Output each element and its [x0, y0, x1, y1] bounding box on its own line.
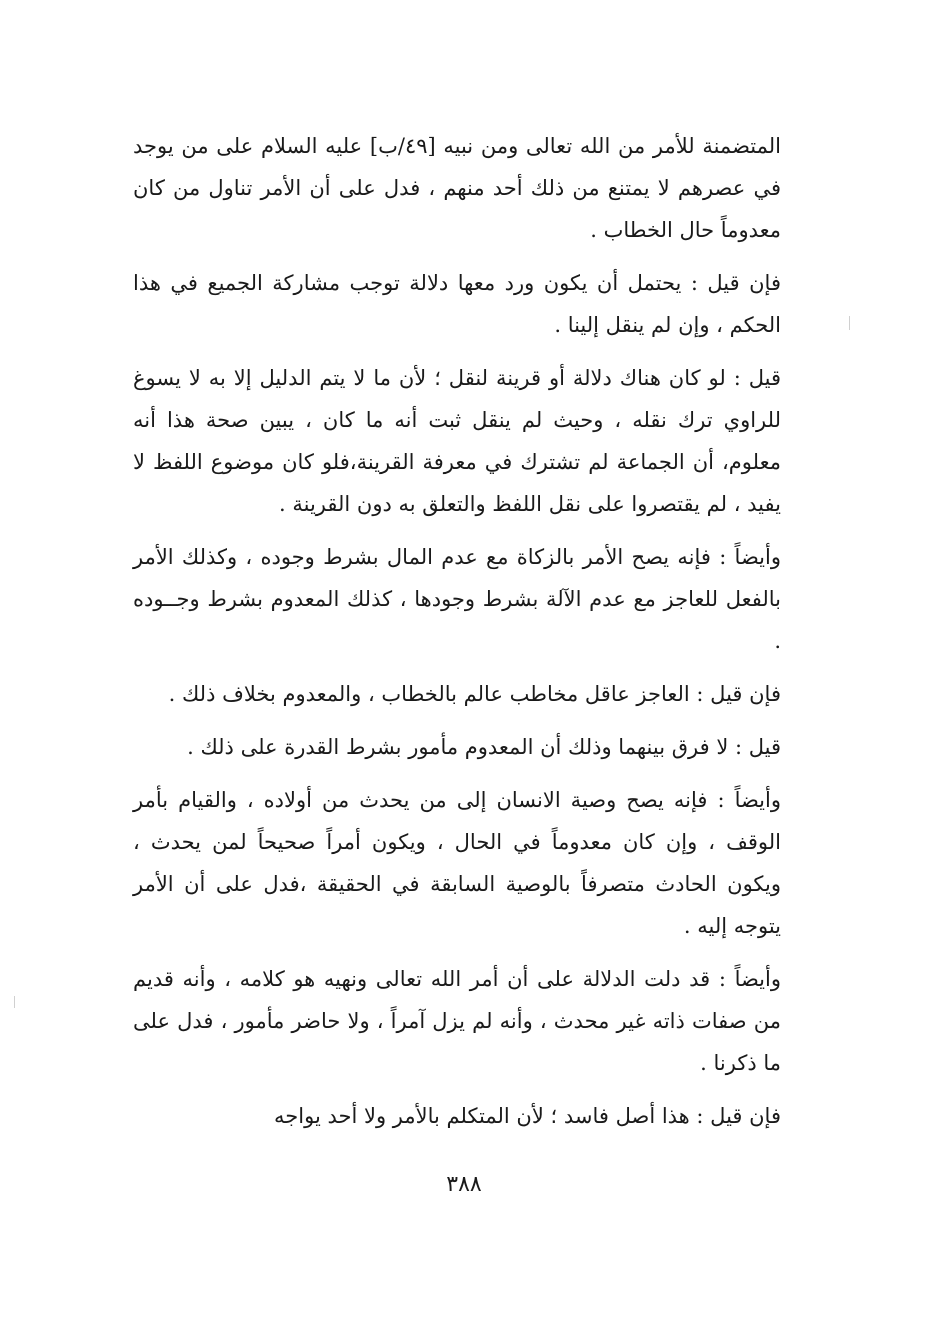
paragraph-7: وأيضاً : فإنه يصح وصية الانسان إلى من يحدث من أولاده ، والقيام بأمر الوقف ، وإن كان معدوماً في الحال ، ويكون أمراً صحيحاً لمن يحدث ، ويكون الحادث متصرفاً بالوصية السابقة في الحقيقة ،فدل على أن الأمر يتوجه إليه . — [133, 788, 781, 938]
paragraph-6: قيل : لا فرق بينهما وذلك أن المعدوم مأمور بشرط القدرة على ذلك . — [187, 735, 781, 759]
paragraph-1: المتضمنة للأمر من الله تعالى ومن نبيه [٤٩/ب] عليه السلام على من يوجد في عصرهم لا يمتنع من ذلك أحد منهم ، فدل على أن الأمر تناول من كان معدوماً حال الخطاب . — [133, 134, 781, 242]
paragraph-9: فإن قيل : هذا أصل فاسد ؛ لأن المتكلم بالأمر ولا أحد يواجه — [274, 1104, 781, 1128]
paragraph-3: قيل : لو كان هناك دلالة أو قرينة لنقل ؛ لأن ما لا يتم الدليل إلا به لا يسوغ للراوي ترك نقله ، وحيث لم ينقل ثبت أنه ما كان ، يبين صحة هذا أنه معلوم، أن الجماعة لم تشترك في معرفة القرينة،فلو كان موضوع اللفظ لا يفيد ، لم يقتصروا على نقل اللفظ والتعلق به دون القرينة . — [133, 366, 781, 516]
scan-margin-mark — [14, 996, 15, 1008]
paragraph-5: فإن قيل : العاجز عاقل مخاطب عالم بالخطاب ، والمعدوم بخلاف ذلك . — [168, 682, 781, 706]
paragraph-8: وأيضاً : قد دلت الدلالة على أن أمر الله تعالى ونهيه هو كلامه ، وأنه قديم من صفات ذاته غير محدث ، وأنه لم يزل آمراً ، ولا حاضر مأمور ، فدل على ما ذكرنا . — [133, 967, 781, 1075]
paragraph-2: فإن قيل : يحتمل أن يكون ورد معها دلالة توجب مشاركة الجميع في هذا الحكم ، وإن لم ينقل إلينا . — [133, 271, 781, 337]
scan-margin-mark — [849, 316, 850, 330]
paragraph-4: وأيضاً : فإنه يصح الأمر بالزكاة مع عدم المال بشرط وجوده ، وكذلك الأمر بالفعل للعاجز مع عدم الآلة بشرط وجودها ، كذلك المعدوم بشرط وجــوده . — [133, 545, 781, 653]
page-number: ٣٨٨ — [446, 1172, 482, 1197]
body-text — [133, 125, 781, 1137]
